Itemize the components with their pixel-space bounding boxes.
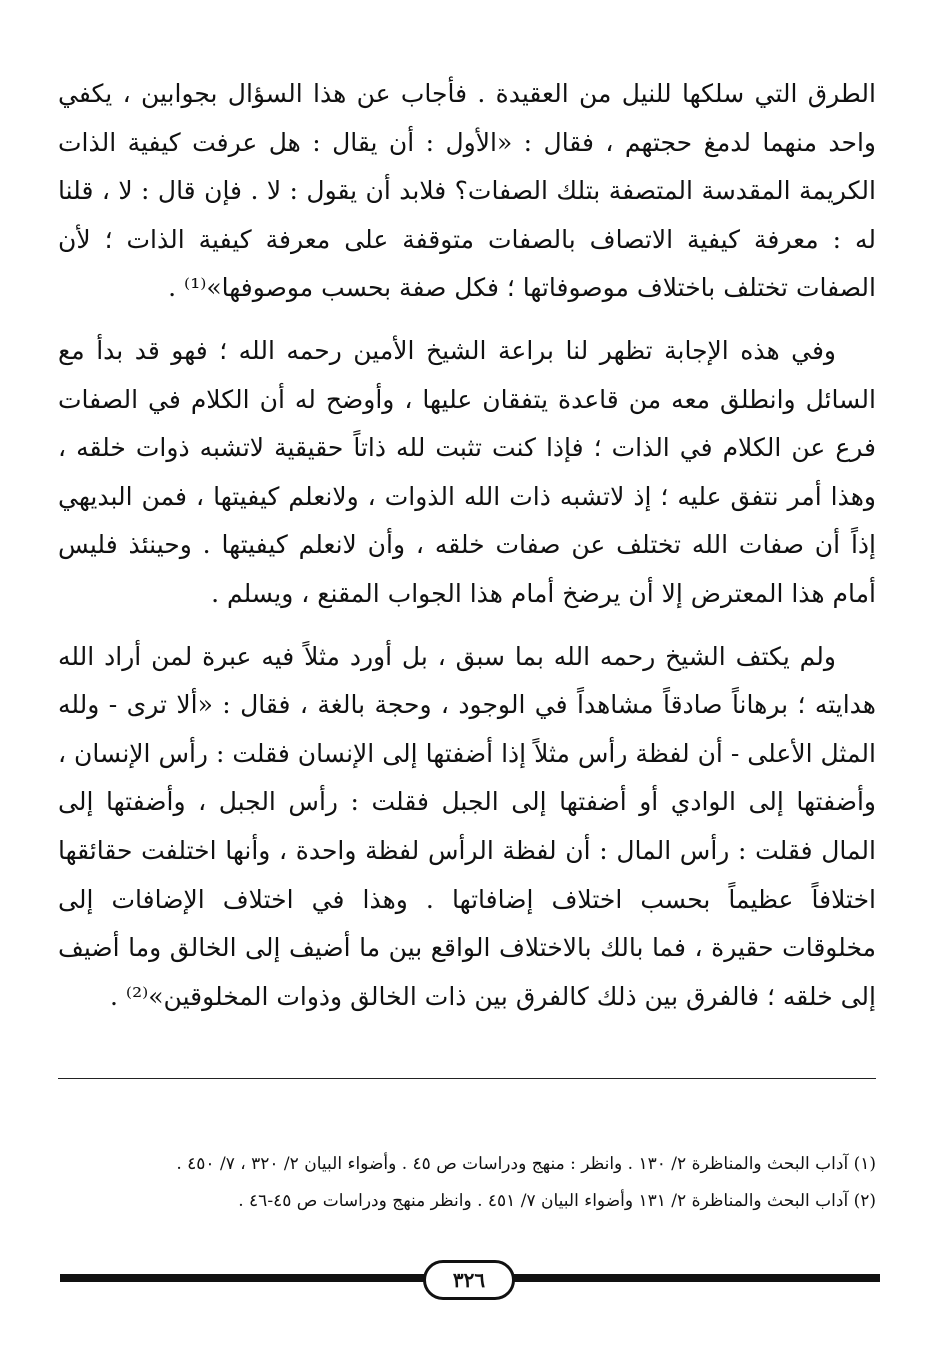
- paragraph-1: الطرق التي سلكها للنيل من العقيدة . فأجاب عن هذا السؤال بجوابين ، يكفي واحد منهما لدمغ حجتهم ، فقال : «الأول : أن يقال : هل عرفت كيفية الذات الكريمة المقدسة المتصفة بتلك الصفات؟ فلابد أن يقول : لا . فإن قال : لا ، قلنا له : معرفة كيفية الاتصاف بالصفات متوقفة على معرفة كيفية الذات ؛ لأن الصفات تختلف باختلاف موصوفاتها ؛ فكل صفة بحسب موصوفها»⁽¹⁾ .: [58, 79, 876, 303]
- footnote-1: (١) آداب البحث والمناظرة ٢/ ١٣٠ . وانظر : منهج ودراسات ص ٤٥ . وأضواء البيان ٢/ ٣٢٠ ، ٧/ ٤٥٠ .: [176, 1154, 876, 1174]
- page-number: ٣٢٦: [423, 1260, 515, 1300]
- paragraph-2: وفي هذه الإجابة تظهر لنا براعة الشيخ الأمين رحمه الله ؛ فهو قد بدأ مع السائل وانطلق معه من قاعدة يتفقان عليها ، وأوضح له أن الكلام في الصفات فرع عن الكلام في الذات ؛ فإذا كنت تثبت لله ذاتاً حقيقية لاتشبه ذوات خلقه ، وهذا أمر نتفق عليه ؛ إذ لاتشبه ذات الله الذوات ، ولانعلم كيفيتها ، فمن البديهي إذاً أن صفات الله تختلف عن صفات خلقه ، وأن لانعلم كيفيتها . وحينئذ فليس أمام هذا المعترض إلا أن يرضخ أمام هذا الجواب المقنع ، ويسلم .: [58, 335, 876, 608]
- footnote-divider: [58, 1078, 876, 1079]
- paragraph-3: ولم يكتف الشيخ رحمه الله بما سبق ، بل أورد مثلاً فيه عبرة لمن أراد الله هدايته ؛ برهاناً صادقاً مشاهداً في الوجود ، وحجة بالغة ، فقال : «ألا ترى - ولله المثل الأعلى - أن لفظة رأس مثلاً إذا أضفتها إلى الإنسان فقلت : رأس الإنسان ، وأضفتها إلى الوادي أو أضفتها إلى الجبل فقلت : رأس الجبل ، وأضفتها إلى المال فقلت : رأس المال : أن لفظة الرأس لفظة واحدة ، وأنها اختلفت حقائقها اختلافاً عظيماً بحسب اختلاف إضافاتها . وهذا في اختلاف الإضافات إلى مخلوقات حقيرة ، فما بالك بالاختلاف الواقع بين ما أضيف إلى الخالق وما أضيف إلى خلقه ؛ فالفرق بين ذلك كالفرق بين ذات الخالق وذوات المخلوقين»⁽²⁾ .: [58, 641, 876, 1011]
- footnote-2: (٢) آداب البحث والمناظرة ٢/ ١٣١ وأضواء البيان ٧/ ٤٥١ . وانظر منهج ودراسات ص ٤٥-٤٦ .: [238, 1191, 876, 1211]
- footnotes: [58, 1150, 876, 1224]
